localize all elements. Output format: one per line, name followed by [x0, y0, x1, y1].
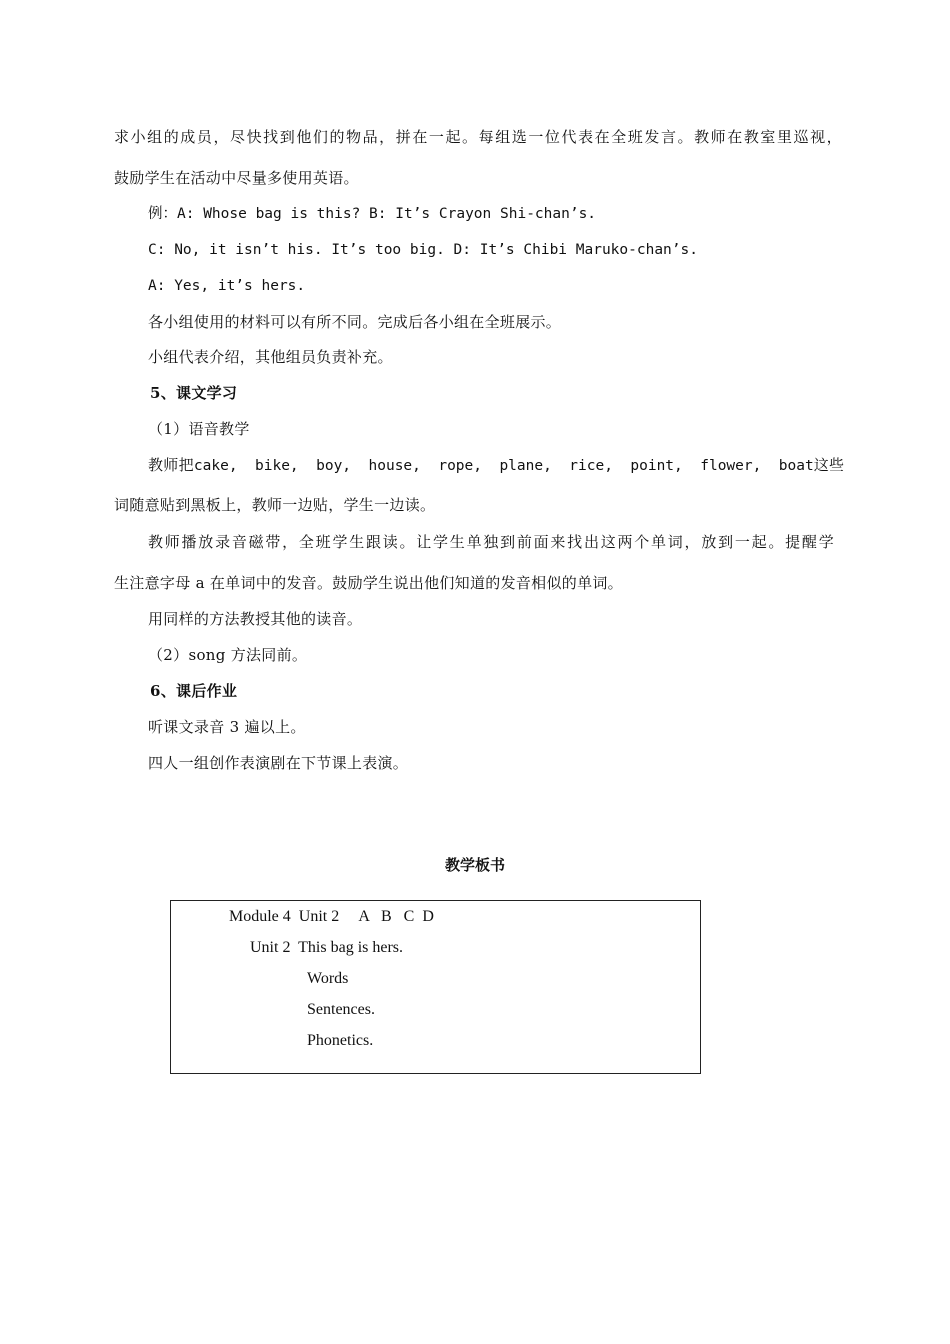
paragraph-line: [148, 455, 844, 476]
example-dialogue-line: A: Yes, it’s hers.: [148, 278, 306, 294]
paragraph-text: 教师把: [148, 456, 194, 474]
section-heading: 6、课后作业: [150, 682, 238, 700]
paragraph: 用同样的方法教授其他的读音。: [148, 610, 363, 628]
subsection-heading: （1）语音教学: [148, 420, 250, 438]
paragraph-text: 这些: [813, 456, 845, 474]
paragraph-line: 鼓励学生在活动中尽量多使用英语。: [114, 169, 359, 187]
board-line: Module 4 Unit 2 A B C D: [229, 908, 434, 925]
paragraph: 小组代表介绍，其他组员负责补充。: [148, 348, 393, 366]
section-heading: 5、课文学习: [150, 384, 238, 402]
paragraph-line: 教师播放录音磁带，全班学生跟读。让学生单独到前面来找出这两个单词，放到一起。提醒学: [148, 533, 834, 551]
paragraph-line: 求小组的成员，尽快找到他们的物品，拼在一起。每组选一位代表在全班发言。教师在教室里巡视，: [114, 128, 842, 146]
board-line: Sentences.: [307, 1001, 375, 1018]
paragraph: 各小组使用的材料可以有所不同。完成后各小组在全班展示。: [148, 313, 562, 331]
board-line: Words: [307, 970, 349, 987]
paragraph-line: 词随意贴到黑板上，教师一边贴，学生一边读。: [114, 496, 436, 514]
word-list: cake, bike, boy, house, rope, plane, rice, point, flower, boat: [193, 458, 814, 474]
example-dialogue-line: C: No, it isn’t his. It’s too big. D: It’s Chibi Maruko-chan’s.: [148, 242, 698, 258]
example-dialogue-line: 例：A: Whose bag is this? B: It’s Crayon Shi-chan’s.: [148, 206, 597, 222]
board-line: Phonetics.: [307, 1032, 374, 1049]
paragraph: 四人一组创作表演剧在下节课上表演。: [148, 754, 409, 772]
board-title: 教学板书: [444, 856, 505, 874]
paragraph-line: 生注意字母 a 在单词中的发音。鼓励学生说出他们知道的发音相似的单词。: [114, 574, 623, 592]
blackboard-box: [170, 900, 701, 1074]
subsection-heading: （2）song 方法同前。: [148, 646, 308, 664]
board-line: Unit 2 This bag is hers.: [250, 939, 404, 956]
paragraph: 听课文录音 3 遍以上。: [148, 718, 306, 736]
